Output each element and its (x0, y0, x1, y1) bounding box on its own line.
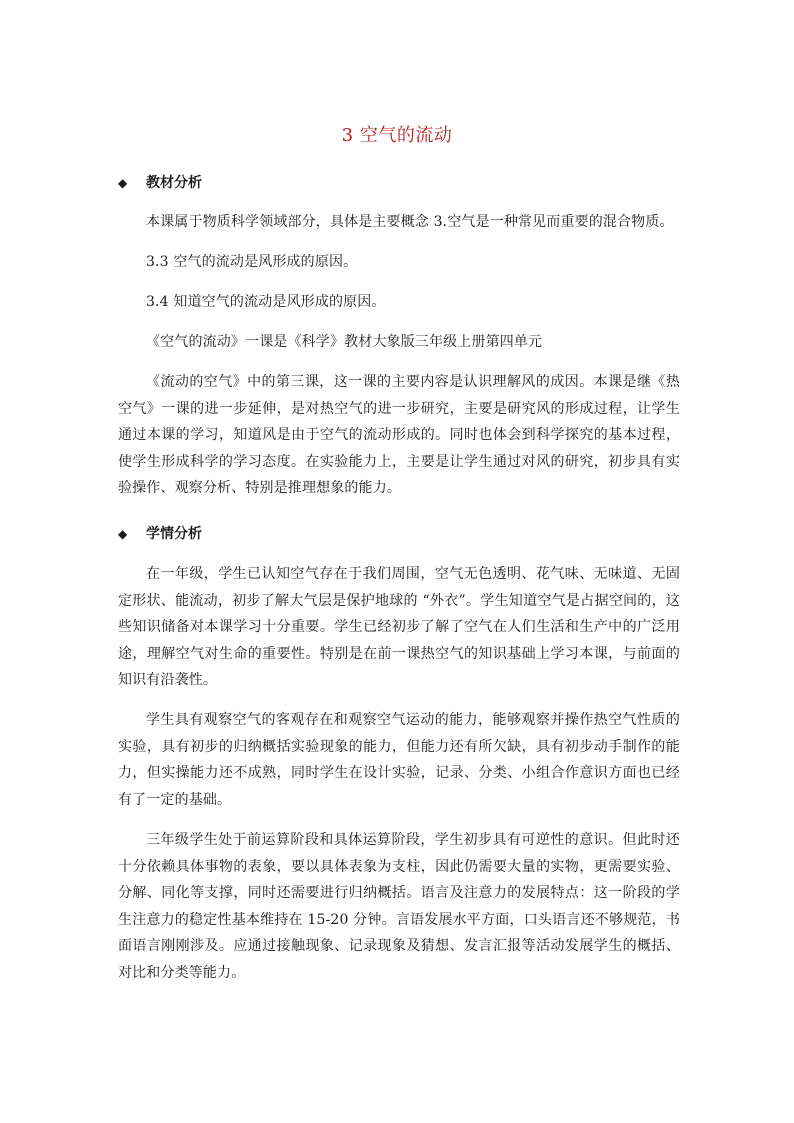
paragraph: 《流动的空气》中的第三课，这一课的主要内容是认识理解风的成因。本课是继《热空气》一课的进一步延伸，是对热空气的进一步研究，主要是研究风的形成过程，让学生通过本课的学习，知道风是由于空气的流动形成的。同时也体会到科学探究的基本过程，使学生形成科学的学习态度。在实验能力上，主要是让学生通过对风的研究，初步具有实验操作、观察分析、特别是推理想象的能力。 (118, 374, 680, 496)
section-heading-student-analysis (118, 524, 202, 544)
paragraph: 在一年级，学生已认知空气存在于我们周围，空气无色透明、花气味、无味道、无固定形状、能流动，初步了解大气层是保护地球的 “外衣”。学生知道空气是占据空间的，这些知识储备对本课学习十分重要。学生已经初步了解了空气在人们生活和生产中的广泛用途，理解空气对生命的重要性。特别是在前一课热空气的知识基础上学习本课，与前面的知识有沿袭性。 (118, 566, 680, 688)
paragraph: 三年级学生处于前运算阶段和具体运算阶段，学生初步具有可逆性的意识。但此时还十分依赖具体事物的表象，要以具体表象为支柱，因此仍需要大量的实物，更需要实验、分解、同化等支撑，同时还需要进行归纳概括。语言及注意力的发展特点：这一阶段的学生注意力的稳定性基本维持在 15-20 分钟。言语发展水平方面，口头语言还不够规范，书面语言刚刚涉及。应通过接触现象、记录现象及猜想、发言汇报等活动发展学生的概括、对比和分类等能力。 (118, 832, 680, 981)
section-heading-textbook-analysis (118, 173, 202, 193)
document-title: 3 空气的流动 (341, 125, 453, 146)
paragraph: 3.4 知道空气的流动是风形成的原因。 (146, 294, 386, 310)
paragraph: 3.3 空气的流动是风形成的原因。 (146, 254, 358, 270)
diamond-bullet-icon: ◆ (118, 176, 128, 190)
diamond-bullet-icon: ◆ (118, 527, 128, 541)
paragraph: 本课属于物质科学领域部分，具体是主要概念 3.空气是一种常见而重要的混合物质。 (146, 214, 674, 230)
paragraph: 学生具有观察空气的客观存在和观察空气运动的能力，能够观察并操作热空气性质的实验，具有初步的归纳概括实验现象的能力，但能力还有所欠缺，具有初步动手制作的能力，但实操能力还不成熟，同时学生在设计实验，记录、分类、小组合作意识方面也已经有了一定的基础。 (118, 712, 680, 808)
paragraph: 《空气的流动》一课是《科学》教材大象版三年级上册第四单元 (146, 334, 543, 350)
section-heading-label: 学情分析 (146, 526, 202, 542)
section-heading-label: 教材分析 (146, 175, 202, 191)
